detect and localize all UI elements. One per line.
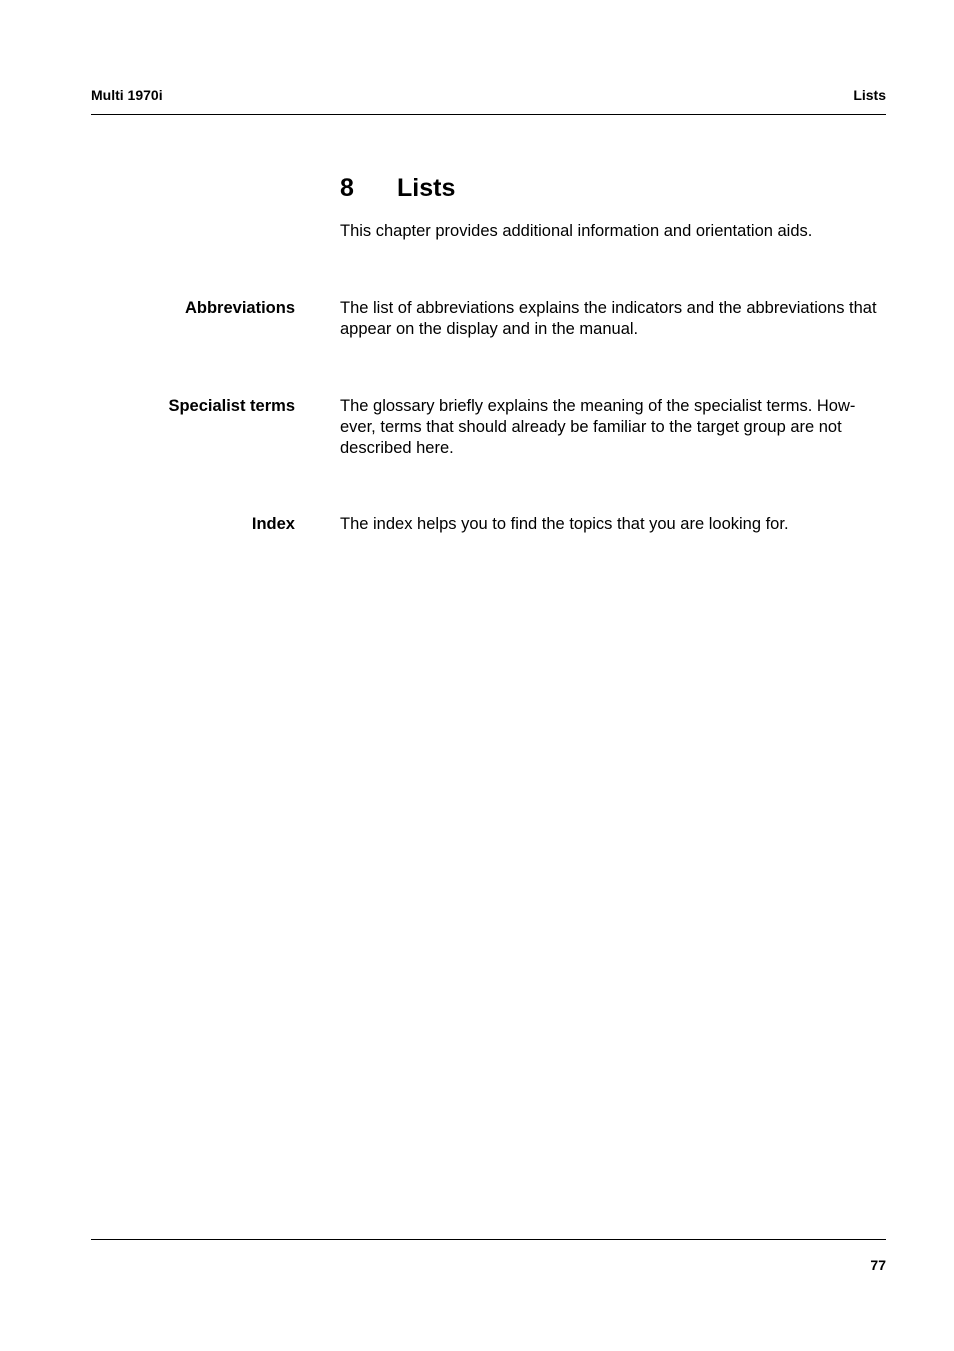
section-label-abbreviations: Abbreviations [184,299,295,317]
running-header-product: Multi 1970i [91,87,163,103]
footer-divider [91,1239,886,1240]
chapter-heading [340,174,455,203]
chapter-title: Lists [397,174,456,202]
header-divider [91,114,886,115]
section-label-index: Index [251,515,295,533]
running-header-chapter: Lists [853,87,886,103]
section-text-specialist-terms: The glossary briefly explains the meaning of the specialist terms. How-ever, terms that should already be familiar to the target group are not described here. [340,397,856,457]
chapter-number: 8 [340,174,354,202]
section-text-abbreviations: The list of abbreviations explains the indicators and the abbreviations that appear on the display and in the manual. [340,299,877,338]
section-label-specialist-terms: Specialist terms [168,397,295,415]
page-number: 77 [870,1257,886,1273]
section-text-index: The index helps you to find the topics that you are looking for. [340,515,789,533]
chapter-intro: This chapter provides additional information and orientation aids. [340,222,813,240]
